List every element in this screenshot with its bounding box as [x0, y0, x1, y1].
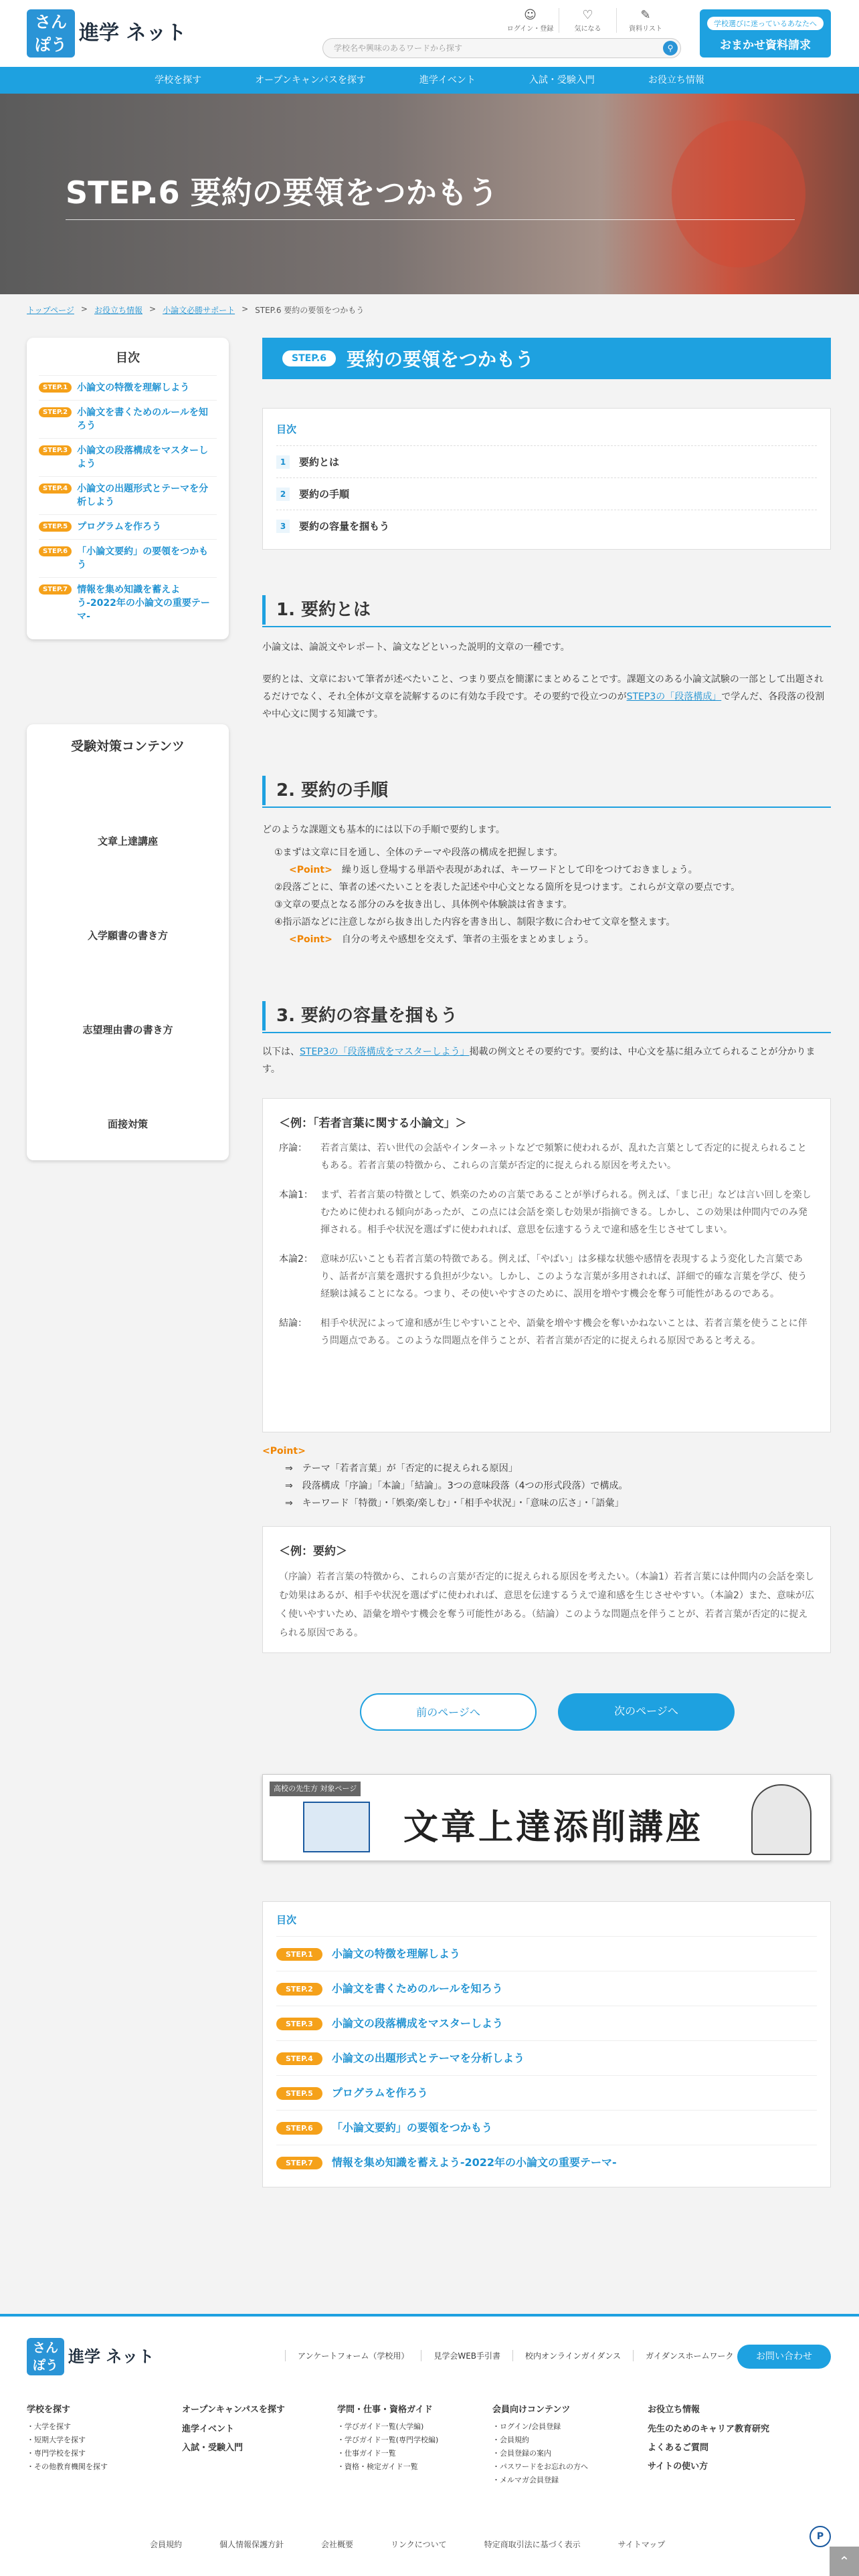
- login-link[interactable]: [502, 8, 559, 33]
- link-interview[interactable]: 面接対策: [107, 1118, 148, 1130]
- row-label: 結論：: [279, 1318, 307, 1329]
- footer-col-item[interactable]: ・仕事ガイド一覧: [337, 2449, 396, 2458]
- footer-bottom-link[interactable]: サイトマップ: [617, 2540, 666, 2549]
- summary-title: ＜例：要約＞: [279, 1545, 347, 1558]
- footer-col-useful: [648, 2402, 803, 2487]
- bottom-toc-label: 「小論文要約」の要領をつかもう: [331, 2121, 492, 2134]
- toc-title: 目次: [276, 423, 297, 435]
- sidebar-item-step3[interactable]: [39, 438, 217, 476]
- document-list-link[interactable]: [617, 8, 674, 33]
- site-logo[interactable]: [27, 9, 186, 58]
- bottom-toc-label: 小論文の特徴を理解しよう: [331, 1947, 460, 1960]
- prev-page-button[interactable]: 前のページへ: [360, 1693, 537, 1731]
- article-toc: [262, 408, 831, 550]
- cta-title: おまかせ資料請求: [720, 39, 811, 52]
- bottom-toc-item[interactable]: [276, 2110, 817, 2145]
- section1-paragraph-1: 小論文は、論説文やレポート、論文などといった説明的文章の一種です。: [262, 642, 570, 653]
- request-materials-button[interactable]: [700, 9, 831, 58]
- login-label: ログイン・登録: [506, 25, 554, 33]
- exam-contents-panel: [27, 724, 229, 1160]
- footer-bottom-link[interactable]: 会社概要: [321, 2540, 354, 2549]
- row-label: 本論1：: [279, 1190, 313, 1200]
- bottom-toc-label: 小論文の段落構成をマスターしよう: [331, 2016, 503, 2030]
- building-illustration: [303, 1802, 370, 1852]
- logo-text: 進学 ネット: [68, 2347, 155, 2366]
- banner-title: 文章上達添削講座: [403, 1807, 704, 1848]
- footer-link[interactable]: 見学会WEB手引書: [421, 2350, 512, 2361]
- footer-col-item[interactable]: サイトの使い方: [648, 2462, 708, 2472]
- essay-row: [279, 1186, 814, 1239]
- breadcrumb-separator: >: [80, 304, 88, 314]
- sidebar-item-label: 「小論文要約」の要領をつかもう: [77, 546, 209, 570]
- point-note-2: [274, 931, 831, 948]
- sidebar-item-label: 小論文を書くためのルールを知ろう: [77, 407, 208, 431]
- clipboard-icon: ✎: [640, 8, 651, 22]
- example-title: ＜例：「若者言葉に関する小論文」＞: [279, 1117, 467, 1130]
- privacy-mark-icon: P: [809, 2526, 831, 2547]
- toc-item[interactable]: [276, 477, 817, 510]
- point-item: ⇒ キーワード「特徴」・「娯楽/楽しむ」・「相手や状況」・「意味の広さ」・「語彙」: [285, 1498, 624, 1509]
- step-pill: STEP.6: [282, 350, 336, 366]
- bottom-toc-title: 目次: [276, 1914, 297, 1926]
- step-badge: STEP.1: [39, 383, 72, 393]
- footer-col-item[interactable]: 先生のためのキャリア教育研究: [648, 2424, 770, 2434]
- point-label: <Point>: [289, 934, 332, 945]
- step-badge: STEP.6: [276, 2122, 322, 2135]
- footer-top-links: [285, 2350, 745, 2361]
- step-badge: STEP.3: [276, 2018, 322, 2030]
- step-badge: STEP.2: [276, 1983, 322, 1996]
- step-badge: STEP.1: [276, 1948, 322, 1961]
- heart-icon: ♡: [582, 8, 593, 22]
- row-text: 意味が広いことも若者言葉の特徴である。例えば、「やばい」は多様な状態や感情を表現するよう変化した言葉であり、話者が言葉を選択する負担が少ない。しかし、このような言葉が多用されれば、詳細で的確な言葉を学び、使う経験は減ることになる。つまり、その使いやすさのために、誤用を増やす機会を奪う可能性があるのである。: [320, 1254, 807, 1299]
- section-heading-3: 3. 要約の容量を掴もう: [262, 1001, 831, 1031]
- essay-row: [279, 1251, 814, 1303]
- step-badge: STEP.3: [39, 445, 72, 455]
- row-label: 本論2：: [279, 1254, 313, 1265]
- row-text: 若者言葉は、若い世代の会話やインターネットなどで頻繁に使われるが、乱れた言葉として否定的に捉えられることもある。若者言葉の特徴から、これらの言葉が否定的に捉えられる原因を考えたい。: [320, 1143, 807, 1171]
- footer-col-item[interactable]: ・学びガイド一覧(大学編): [337, 2422, 424, 2431]
- nav-useful-info[interactable]: お役立ち情報: [648, 75, 704, 86]
- footer-link[interactable]: ガイダンスホームワーク: [633, 2350, 745, 2361]
- step-item-4: ④指示語などに注意しながら抜き出した内容を書き出し、制限字数に合わせて文章を整えます。: [274, 917, 676, 928]
- sidebar-item-step4[interactable]: [39, 476, 217, 514]
- example-essay-box: [262, 1098, 831, 1432]
- sidebar-item-label: プログラムを作ろう: [77, 522, 161, 532]
- step-item-2: ②段落ごとに、筆者の述べたいことを表した記述や中心文となる箇所を見つけます。これらが文章の要点です。: [274, 882, 741, 893]
- hero-banner: [0, 94, 859, 294]
- bottom-toc-item[interactable]: [276, 2006, 817, 2040]
- favorites-label: 気になる: [574, 25, 601, 33]
- breadcrumb-separator: >: [242, 304, 249, 314]
- footer-col-item[interactable]: ・メルマガ会員登録: [492, 2476, 559, 2484]
- sidebar-item-label: 小論文の特徴を理解しよう: [77, 383, 190, 393]
- bottom-toc-item[interactable]: [276, 2145, 817, 2179]
- sidebar-item-step1[interactable]: [39, 375, 217, 400]
- hero-divider: [66, 219, 795, 220]
- point-text: 自分の考えや感想を交えず、筆者の主張をまとめましょう。: [332, 934, 594, 945]
- section-underline: [262, 626, 831, 627]
- section2-intro: どのような課題文も基本的には以下の手順で要約します。: [262, 825, 505, 835]
- footer-col-item[interactable]: ・短期大学を探す: [27, 2436, 86, 2444]
- sidebar-item-step2[interactable]: [39, 400, 217, 438]
- step-badge: STEP.5: [39, 522, 72, 532]
- section-underline: [262, 807, 831, 808]
- search-placeholder: 学校名や興味のあるワードから探す: [334, 43, 463, 53]
- step-badge: STEP.4: [276, 2052, 322, 2065]
- section3-intro: [262, 1043, 831, 1078]
- text: 要約とは、文章において筆者が述べたいこと、つまり要点を簡潔にまとめることです。課題文のある小論文試験の一部として出題されるだけでなく、それ全体が文章を読解するのに有効な手段です。その要約で役立つのが: [262, 674, 824, 702]
- footer-col-open-campus: [182, 2402, 337, 2487]
- footer-col-item[interactable]: ・会員規約: [492, 2436, 529, 2444]
- footer-col-schools: [27, 2402, 182, 2487]
- footer-col-heading[interactable]: 会員向けコンテンツ: [492, 2405, 571, 2415]
- teacher-tag: 高校の先生方 対象ページ: [270, 1782, 361, 1796]
- footer-bottom-link[interactable]: 個人情報保護方針: [219, 2540, 284, 2549]
- sidebar-item-step5[interactable]: [39, 514, 217, 539]
- sidebar-item-label: 小論文の出題形式とテーマを分析しよう: [77, 484, 209, 508]
- footer-col-item[interactable]: ・その他教育機関を探す: [27, 2462, 108, 2471]
- toc-label: 要約の容量を掴もう: [299, 520, 390, 532]
- essay-row: [279, 1140, 814, 1174]
- link-step3-master[interactable]: STEP3の「段落構成をマスターしよう」: [300, 1047, 470, 1057]
- step-badge: STEP.4: [39, 484, 72, 494]
- sidebar-toc: [27, 338, 229, 639]
- nav-exam-guide[interactable]: 入試・受験入門: [529, 75, 595, 86]
- footer-col-item[interactable]: ・学びガイド一覧(専門学校編): [337, 2436, 439, 2444]
- footer-bottom-links: [131, 2539, 684, 2550]
- breadcrumb-separator: >: [149, 304, 157, 314]
- page-title-banner: [262, 338, 831, 379]
- cta-subtitle: 学校選びに迷っているあなたへ: [707, 17, 824, 30]
- footer-col-item[interactable]: 入試・受験入門: [182, 2443, 244, 2453]
- footer-bottom-link[interactable]: 特定商取引法に基づく表示: [484, 2540, 581, 2549]
- bottom-toc: [262, 1901, 831, 2187]
- toc-label: 要約の手順: [299, 488, 350, 500]
- text: 掲載の例文とその要約です。要約は、中心文を基に組み立てられることが分かります。: [262, 1047, 816, 1075]
- site-header: [0, 0, 859, 67]
- footer-col-item[interactable]: ・パスワードをお忘れの方へ: [492, 2462, 588, 2471]
- step-badge: STEP.5: [276, 2087, 322, 2100]
- header-icons: [502, 8, 674, 33]
- sidebar-item-step7[interactable]: [39, 577, 217, 629]
- logo-mark: さん ぽう: [27, 2338, 64, 2375]
- step-badge: STEP.6: [39, 546, 72, 556]
- site-footer: [0, 2314, 859, 2576]
- sidebar-item-step6[interactable]: [39, 539, 217, 577]
- link-application-form[interactable]: 入学願書の書き方: [87, 930, 168, 942]
- toc-item[interactable]: [276, 445, 817, 477]
- footer-col-item[interactable]: ・ログイン/会員登録: [492, 2422, 561, 2431]
- breadcrumb-useful-info[interactable]: お役立ち情報: [94, 306, 142, 315]
- section-underline: [262, 1032, 831, 1033]
- exam-contents-title: 受験対策コンテンツ: [70, 739, 185, 754]
- bottom-toc-label: 小論文を書くためのルールを知ろう: [331, 1981, 503, 1995]
- sidebar-toc-title: 目次: [116, 351, 140, 365]
- contact-button[interactable]: お問い合わせ: [737, 2345, 831, 2369]
- toc-item[interactable]: [276, 510, 817, 542]
- step-badge: STEP.7: [276, 2157, 322, 2169]
- nav-find-school[interactable]: 学校を探す: [155, 75, 202, 86]
- footer-logo[interactable]: [27, 2338, 154, 2375]
- global-nav: [0, 67, 859, 94]
- row-text: まず、若者言葉の特徴として、娯楽のための言葉であることが挙げられる。例えば、「まじ卍」などは言い回しを楽しむために使われる傾向があったが、この点には会話を楽しむ効果が指摘できる。しかし、この効果は仲間内でのみ発揮される。相手や状況を選ばずに使われれば、意思を伝達するうえで違和感を生じさせてしまい。: [320, 1190, 812, 1235]
- writing-course-banner[interactable]: [262, 1774, 831, 1861]
- link-writing-course[interactable]: 文章上達講座: [97, 835, 158, 847]
- footer-col-item[interactable]: ・資格・検定ガイド一覧: [337, 2462, 418, 2471]
- bottom-toc-item[interactable]: [276, 1971, 817, 2006]
- toc-label: 要約とは: [299, 456, 340, 468]
- footer-bottom-link[interactable]: リンクについて: [391, 2540, 447, 2549]
- page-title: 要約の要領をつかもう: [346, 348, 534, 370]
- sidebar-item-label: 小論文の段落構成をマスターしよう: [77, 445, 209, 469]
- search-icon[interactable]: ⚲: [663, 41, 678, 56]
- essay-row: [279, 1315, 814, 1350]
- section-heading-1: 1. 要約とは: [262, 595, 831, 625]
- point-item: ⇒ テーマ「若者言葉」が「否定的に捉えられる原因」: [285, 1463, 518, 1474]
- nav-events[interactable]: 進学イベント: [419, 75, 476, 86]
- point-note-1: [274, 861, 831, 879]
- hero-title: STEP.6 要約の要領をつかもう: [66, 175, 498, 211]
- favorites-link[interactable]: [559, 8, 617, 33]
- toc-number: 2: [276, 488, 290, 501]
- sidebar-item-label: 情報を集め知識を蓄えよう-2022年の小論文の重要テーマ-: [77, 584, 210, 622]
- footer-link[interactable]: アンケートフォーム（学校用）: [285, 2350, 421, 2361]
- footer-link[interactable]: 校内オンラインガイダンス: [512, 2350, 633, 2361]
- footer-columns: [27, 2402, 803, 2487]
- section1-paragraph-2: [262, 671, 831, 723]
- summary-text: （序論）若者言葉の特徴から、これらの言葉が否定的に捉えられる原因を考えたい。（本論1）若者言葉には仲間内の会話を楽しむ効果はあるが、相手や状況を選ばずに使われれば、意思を伝達するうえで違和感を生じさせやすい。（本論2）また、意味が広く使いやすいため、語彙を増やす機会を奪う可能性がある。（結論）このような問題点を伴うことが、若者言葉が否定的に捉えられる原因である。: [279, 1572, 814, 1638]
- person-icon: ☺: [524, 8, 537, 22]
- row-text: 相手や状況によって違和感が生じやすいことや、語彙を増やす機会を奪いかねないことは、若者言葉を使うことに伴う問題点である。このような問題点を伴うことが、若者言葉が否定的に捉えられる原因であると考える。: [320, 1318, 807, 1346]
- text: 以下は、: [262, 1047, 300, 1057]
- link-motivation-letter[interactable]: 志望理由書の書き方: [82, 1024, 173, 1036]
- footer-col-item[interactable]: 進学イベント: [182, 2424, 235, 2434]
- footer-col-item[interactable]: ・大学を探す: [27, 2422, 71, 2431]
- footer-col-item[interactable]: ・専門学校を探す: [27, 2449, 86, 2458]
- breadcrumb: [27, 304, 364, 316]
- footer-col-item[interactable]: よくあるご質問: [648, 2443, 709, 2453]
- bottom-toc-label: 小論文の出題形式とテーマを分析しよう: [331, 2051, 524, 2064]
- step-list: [274, 844, 831, 948]
- bottom-toc-item[interactable]: [276, 1936, 817, 1971]
- footer-col-heading[interactable]: お役立ち情報: [648, 2405, 700, 2415]
- document-list-label: 資料リスト: [629, 25, 662, 33]
- footer-col-members: [492, 2402, 648, 2487]
- breadcrumb-home[interactable]: トップページ: [27, 306, 74, 315]
- step-item-1: ①まずは文章に目を通し、全体のテーマや段落の構成を把握します。: [274, 847, 563, 858]
- breadcrumb-essay-support[interactable]: 小論文必勝サポート: [163, 306, 235, 315]
- points-block: [262, 1442, 831, 1512]
- row-label: 序論：: [279, 1143, 307, 1154]
- link-step3-structure[interactable]: STEP3の「段落構成」: [626, 691, 722, 702]
- section-heading-2: 2. 要約の手順: [262, 776, 831, 805]
- toc-number: 3: [276, 520, 290, 533]
- bottom-toc-item[interactable]: [276, 2075, 817, 2110]
- footer-col-heading[interactable]: オープンキャンパスを探す: [182, 2405, 285, 2415]
- next-page-button[interactable]: 次のページへ: [558, 1693, 735, 1731]
- step-item-3: ③文章の要点となる部分のみを抜き出し、具体例や体験談は省きます。: [274, 899, 573, 910]
- toc-number: 1: [276, 455, 290, 469]
- search-input[interactable]: [322, 38, 681, 58]
- nav-open-campus[interactable]: オープンキャンパスを探す: [255, 75, 366, 86]
- breadcrumb-current: STEP.6 要約の要領をつかもう: [255, 306, 365, 315]
- logo-text: 進学 ネット: [79, 21, 187, 45]
- step-badge: STEP.7: [39, 584, 72, 595]
- back-to-top-icon[interactable]: ⌃: [830, 2547, 859, 2576]
- summary-box: [262, 1526, 831, 1653]
- step-badge: STEP.2: [39, 407, 72, 417]
- footer-col-heading[interactable]: 学問・仕事・資格ガイド: [337, 2405, 433, 2415]
- footer-bottom-link[interactable]: 会員規約: [150, 2540, 183, 2549]
- point-label: <Point>: [289, 865, 332, 875]
- text: で学んだ、各段落の役割や中心文に関する知識です。: [262, 691, 825, 720]
- footer-col-guides: [337, 2402, 492, 2487]
- point-item: ⇒ 段落構成「序論」「本論」「結論」。3つの意味段落（4つの形式段落）で構成。: [285, 1481, 628, 1491]
- footer-col-heading[interactable]: 学校を探す: [27, 2405, 71, 2415]
- point-text: 繰り返し登場する単語や表現があれば、キーワードとして印をつけておきましょう。: [332, 865, 698, 875]
- point-label: <Point>: [262, 1446, 306, 1457]
- bottom-toc-label: 情報を集め知識を蓄えよう-2022年の小論文の重要テーマ-: [331, 2155, 617, 2169]
- teacher-illustration: [751, 1784, 812, 1855]
- bottom-toc-item[interactable]: [276, 2040, 817, 2075]
- bottom-toc-label: プログラムを作ろう: [331, 2086, 428, 2099]
- footer-col-item[interactable]: ・会員登録の案内: [492, 2449, 551, 2458]
- logo-mark: さん ぽう: [27, 9, 75, 58]
